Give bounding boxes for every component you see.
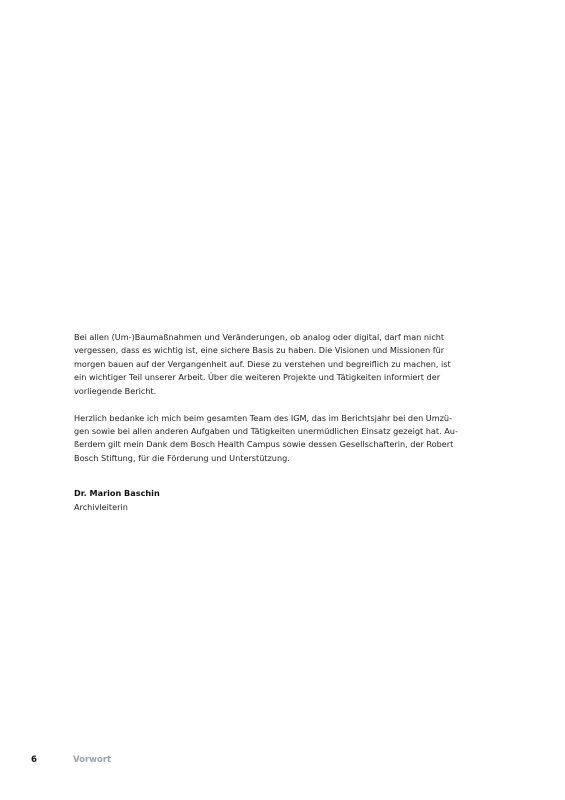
- paragraph-1: [74, 331, 478, 398]
- page-number: 6: [31, 755, 37, 765]
- text-line: vorliegende Bericht.: [74, 385, 157, 396]
- text-line: morgen bauen auf der Vergangenheit auf. Diese zu verstehen und begreiflich zu machen, ist: [74, 358, 451, 369]
- text-line: gen sowie bei allen anderen Aufgaben und Tätigkeiten unermüdlichen Einsatz gezeigt hat. Au-: [74, 425, 458, 436]
- paragraph-2: [74, 412, 478, 466]
- foreword-text-block: [74, 331, 478, 514]
- signature-role: Archivleiterin: [74, 501, 128, 512]
- text-line: Herzlich bedanke ich mich beim gesamten Team des IGM, das im Berichtsjahr bei den Umzü-: [74, 412, 453, 423]
- signature-name: Dr. Marion Baschin: [74, 488, 160, 499]
- text-line: Bosch Stiftung, für die Förderung und Unterstützung.: [74, 452, 290, 463]
- text-line: ein wichtiger Teil unserer Arbeit. Über die weiteren Projekte und Tätigkeiten informiert der: [74, 372, 441, 383]
- text-line: vergessen, dass es wichtig ist, eine sichere Basis zu haben. Die Visionen und Missionen für: [74, 345, 445, 356]
- text-line: ßerdem gilt mein Dank dem Bosch Health Campus sowie dessen Gesellschafterin, der Robert: [74, 439, 454, 450]
- text-line: Bei allen (Um-)Baumaßnahmen und Veränderungen, ob analog oder digital, darf man nicht: [74, 332, 445, 342]
- signature-block: [74, 487, 478, 514]
- footer-section-title: Vorwort: [73, 755, 112, 765]
